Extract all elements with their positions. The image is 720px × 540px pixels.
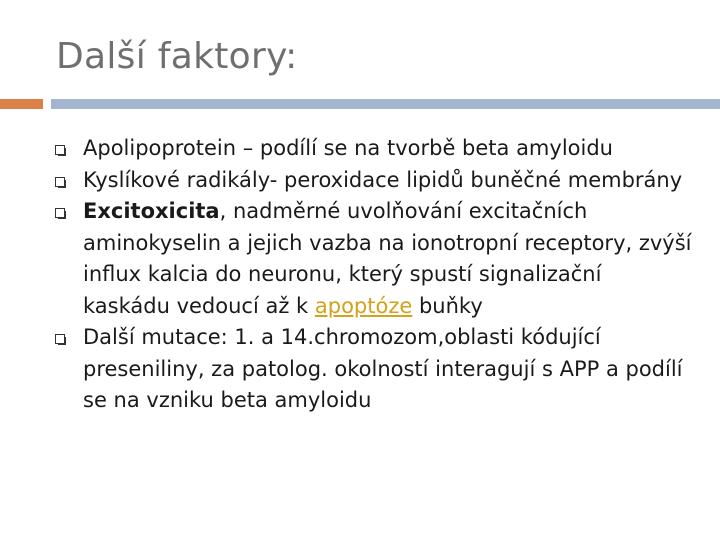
- apoptoza-link[interactable]: apoptóze: [314, 293, 413, 318]
- list-item: [52, 322, 692, 417]
- list-item-text: Další mutace: 1. a 14.chromozom,oblasti kódující preseniliny, za patolog. okolností interagují s APP a podílí se na vzniku beta amyloidu: [83, 325, 683, 412]
- list-item: [52, 165, 692, 197]
- slide-title: Další faktory:: [56, 36, 298, 77]
- list-item-text: , nadměrné uvolňování excitačních aminokyselin a jejich vazba na ionotropní receptory, zvýší influx kalcia do neuronu, který spustí signalizační kaskádu vedoucí až k: [83, 199, 692, 318]
- title-rule-accent: [0, 99, 43, 109]
- square-bullet-icon: [55, 208, 65, 218]
- list-item: [52, 196, 692, 322]
- list-item: [52, 133, 692, 165]
- title-rule: [51, 99, 720, 109]
- list-item-text-end: buňky: [412, 293, 483, 318]
- list-item-bold-term: Excitoxicita: [83, 199, 220, 223]
- square-bullet-icon: [55, 145, 65, 155]
- list-item-text: Kyslíkové radikály- peroxidace lipidů buněčné membrány: [83, 167, 683, 192]
- bullet-list: [52, 133, 692, 417]
- list-item-text: Apolipoprotein – podílí se na tvorbě beta amyloidu: [83, 136, 613, 160]
- square-bullet-icon: [55, 334, 65, 344]
- square-bullet-icon: [55, 177, 65, 187]
